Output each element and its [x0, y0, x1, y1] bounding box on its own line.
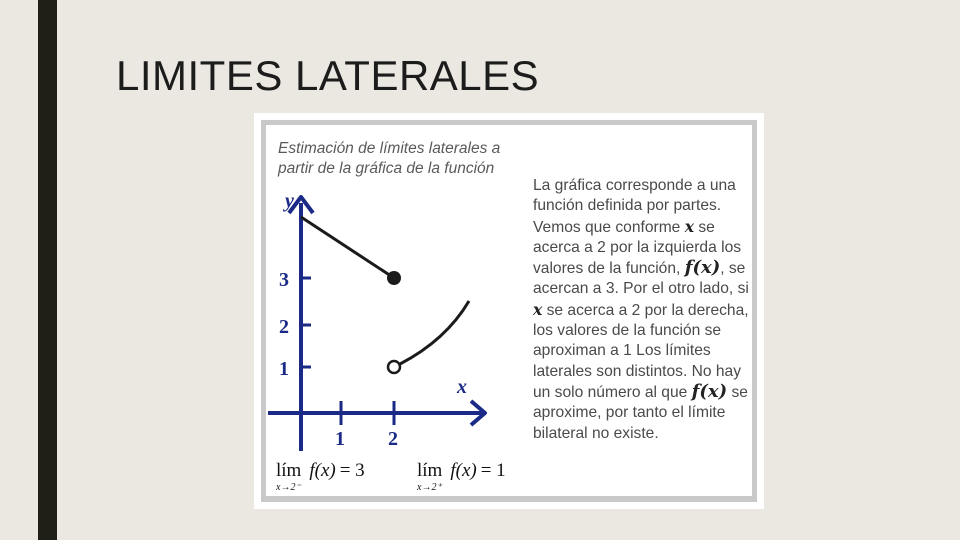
left-limit-value: = 3 — [339, 460, 365, 481]
explanation-part-1: La gráfica corresponde a una función definida por partes. Vemos que conforme — [533, 177, 736, 236]
figure-heading-line-2: partir de la gráfica de la función — [278, 160, 495, 177]
left-limit-function: f(x) — [309, 460, 336, 481]
y-axis-label: y — [285, 190, 294, 212]
explanation-text — [533, 176, 751, 444]
figure-border — [261, 120, 757, 502]
left-limit-lim: lím — [276, 460, 302, 481]
y-tick-label-1: 1 — [279, 358, 289, 380]
math-fx-1: f(x) — [684, 257, 721, 279]
math-x-1: x — [684, 216, 694, 236]
explanation-part-3: , se acercan a 3. Por el otro lado, si — [533, 260, 749, 298]
open-point — [388, 361, 400, 373]
right-limit-subscript: x→2⁺ — [417, 482, 442, 493]
x-tick-label-1: 1 — [335, 428, 345, 450]
math-fx-2: f(x) — [691, 380, 728, 402]
y-tick-label-2: 2 — [279, 316, 289, 338]
left-limit — [276, 460, 365, 493]
x-tick-label-2: 2 — [388, 428, 398, 450]
figure-frame — [254, 113, 764, 509]
y-tick-label-3: 3 — [279, 269, 289, 291]
left-limit-subscript: x→2⁻ — [276, 482, 301, 493]
right-limit-function: f(x) — [450, 460, 477, 481]
piecewise-graph — [266, 125, 536, 496]
math-x-2: x — [533, 299, 543, 319]
right-limit — [417, 460, 506, 493]
right-limit-value: = 1 — [480, 460, 506, 481]
x-axis-label: x — [457, 376, 467, 398]
figure-card — [266, 125, 752, 496]
explanation-part-2: se acerca a 2 por la izquierda los valores de la función, — [533, 218, 742, 278]
right-limit-lim: lím — [417, 460, 443, 481]
slide-title: LIMITES LATERALES — [116, 52, 540, 99]
right-piece-curve — [400, 301, 469, 364]
explanation-part-5: se aproxime, por tanto el límite bilateral no existe. — [533, 383, 748, 442]
left-piece-line — [301, 217, 394, 278]
left-accent-bar — [38, 0, 57, 540]
figure-heading-line-1: Estimación de límites laterales a — [278, 140, 501, 157]
explanation-part-4: se acerca a 2 por la derecha, los valores de la función se aproximan a 1 Los límites laterales son distintos. No hay un solo número al que — [533, 301, 749, 401]
closed-point — [387, 271, 401, 285]
